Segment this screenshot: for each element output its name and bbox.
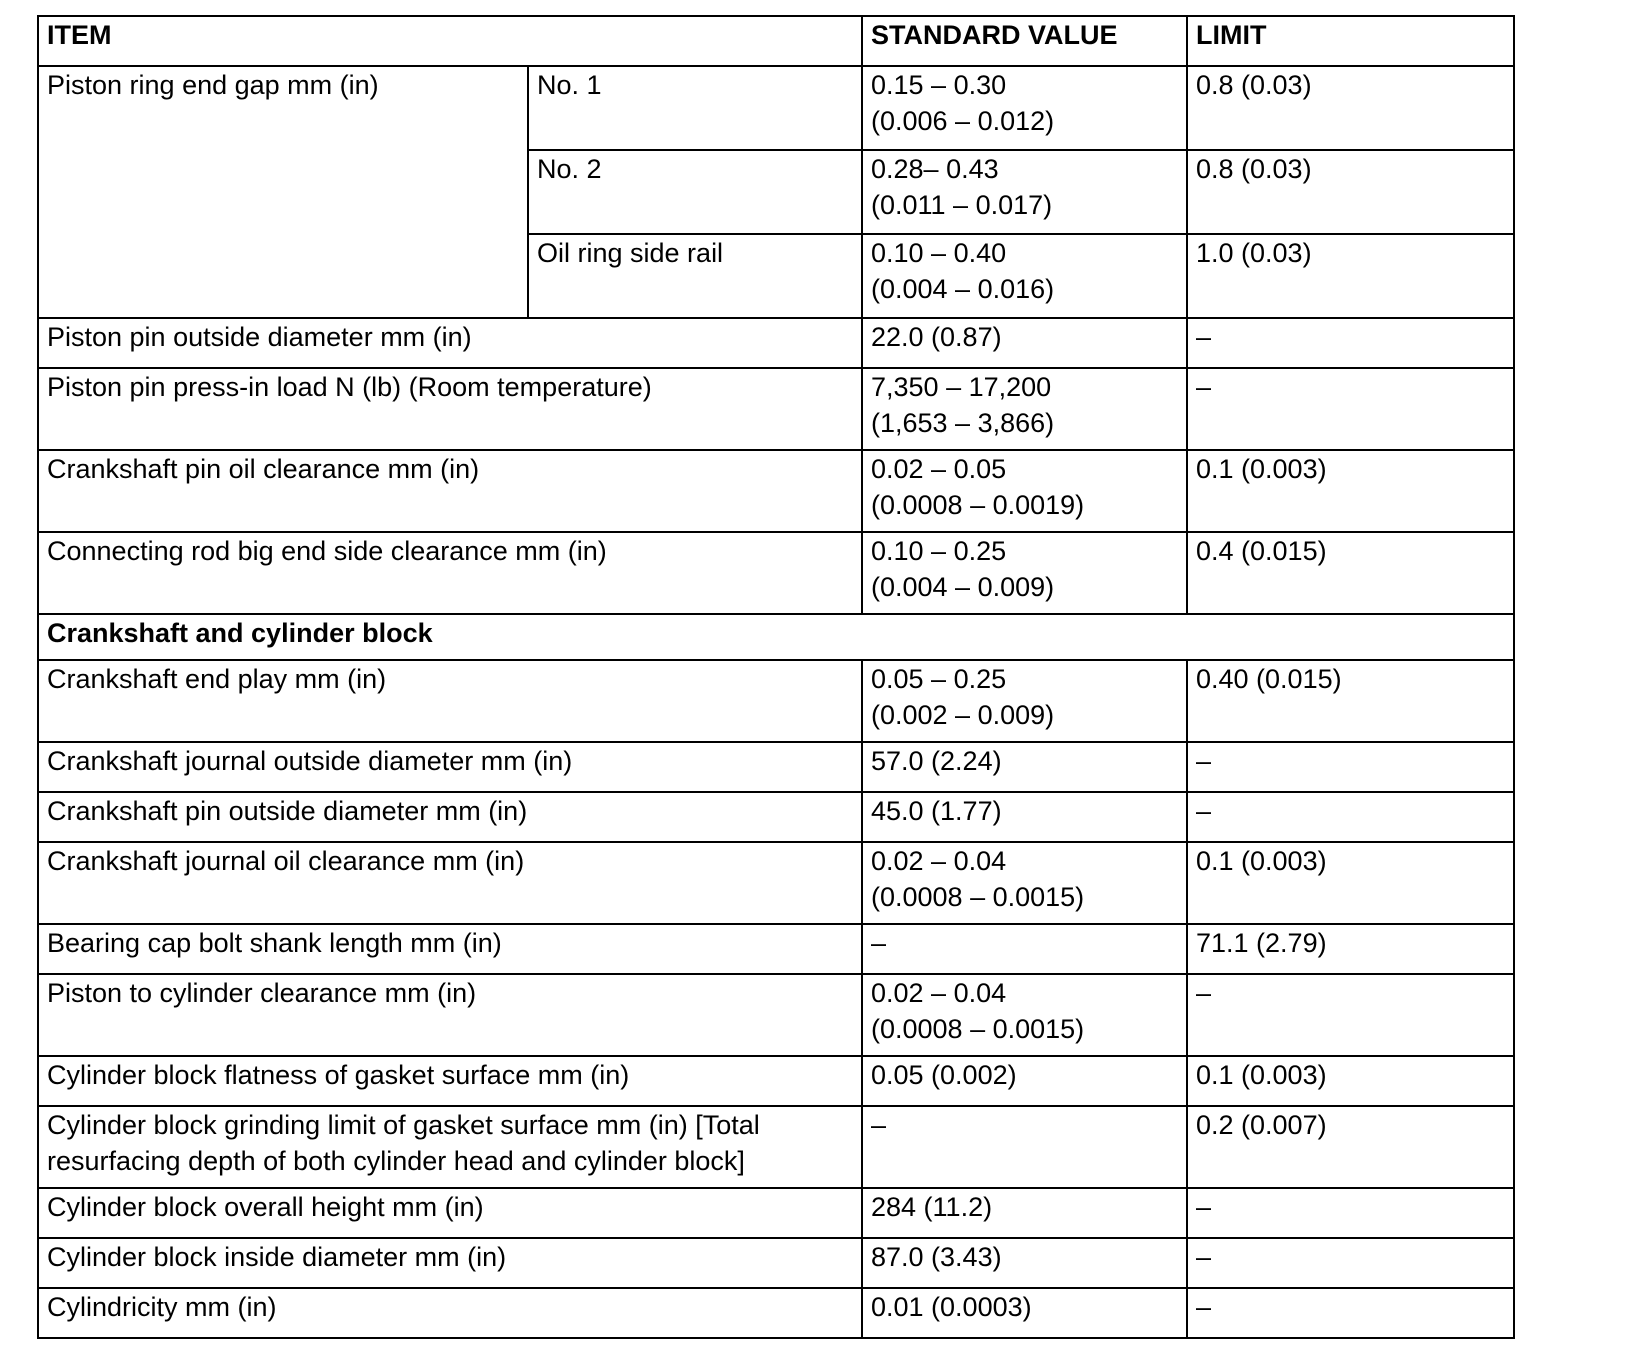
- item-cell: Cylinder block overall height mm (in): [38, 1188, 862, 1238]
- item-cell: Piston pin press-in load N (lb) (Room temperature): [38, 368, 862, 450]
- standard-value-cell: 0.05 – 0.25 (0.002 – 0.009): [862, 660, 1187, 742]
- table-row: [38, 792, 1514, 842]
- table-row: [38, 318, 1514, 368]
- limit-cell: –: [1187, 1288, 1514, 1338]
- limit-cell: 71.1 (2.79): [1187, 924, 1514, 974]
- spec-table: [37, 15, 1515, 1339]
- table-row: [38, 532, 1514, 614]
- standard-value-cell: 0.10 – 0.40 (0.004 – 0.016): [862, 234, 1187, 318]
- limit-cell: 0.40 (0.015): [1187, 660, 1514, 742]
- standard-value-cell: 0.01 (0.0003): [862, 1288, 1187, 1338]
- standard-value-cell: 57.0 (2.24): [862, 742, 1187, 792]
- table-row: [38, 742, 1514, 792]
- item-cell: Piston ring end gap mm (in): [38, 66, 528, 318]
- table-row: [38, 1106, 1514, 1188]
- limit-cell: 0.1 (0.003): [1187, 1056, 1514, 1106]
- table-row: [38, 660, 1514, 742]
- item-cell: Connecting rod big end side clearance mm (in): [38, 532, 862, 614]
- sub-item-cell: Oil ring side rail: [528, 234, 862, 318]
- table-row: [38, 368, 1514, 450]
- header-row: [38, 16, 1514, 66]
- item-cell: Cylinder block grinding limit of gasket surface mm (in) [Total resurfacing depth of both cylinder head and cylinder block]: [38, 1106, 862, 1188]
- limit-cell: 0.1 (0.003): [1187, 842, 1514, 924]
- table-row: [38, 450, 1514, 532]
- table-row: [38, 1056, 1514, 1106]
- standard-value-cell: 0.02 – 0.05 (0.0008 – 0.0019): [862, 450, 1187, 532]
- section-title: Crankshaft and cylinder block: [38, 614, 1514, 660]
- item-cell: Piston to cylinder clearance mm (in): [38, 974, 862, 1056]
- standard-value-cell: 22.0 (0.87): [862, 318, 1187, 368]
- standard-value-cell: 0.02 – 0.04 (0.0008 – 0.0015): [862, 842, 1187, 924]
- standard-value-cell: –: [862, 1106, 1187, 1188]
- standard-value-cell: 45.0 (1.77): [862, 792, 1187, 842]
- limit-cell: 0.4 (0.015): [1187, 532, 1514, 614]
- table-row: [38, 974, 1514, 1056]
- limit-cell: 0.8 (0.03): [1187, 66, 1514, 150]
- limit-cell: –: [1187, 974, 1514, 1056]
- standard-value-cell: –: [862, 924, 1187, 974]
- limit-cell: 1.0 (0.03): [1187, 234, 1514, 318]
- table-row: [38, 66, 1514, 150]
- item-cell: Cylindricity mm (in): [38, 1288, 862, 1338]
- limit-cell: –: [1187, 742, 1514, 792]
- table-row: [38, 924, 1514, 974]
- sub-item-cell: No. 2: [528, 150, 862, 234]
- header-item: ITEM: [38, 16, 862, 66]
- limit-cell: –: [1187, 1188, 1514, 1238]
- limit-cell: –: [1187, 792, 1514, 842]
- section-row: [38, 614, 1514, 660]
- table-row: [38, 842, 1514, 924]
- item-cell: Crankshaft pin oil clearance mm (in): [38, 450, 862, 532]
- standard-value-cell: 87.0 (3.43): [862, 1238, 1187, 1288]
- standard-value-cell: 7,350 – 17,200 (1,653 – 3,866): [862, 368, 1187, 450]
- table-row: [38, 1238, 1514, 1288]
- item-cell: Cylinder block flatness of gasket surface mm (in): [38, 1056, 862, 1106]
- table-row: [38, 1188, 1514, 1238]
- sub-item-cell: No. 1: [528, 66, 862, 150]
- item-cell: Cylinder block inside diameter mm (in): [38, 1238, 862, 1288]
- limit-cell: –: [1187, 318, 1514, 368]
- standard-value-cell: 0.28– 0.43 (0.011 – 0.017): [862, 150, 1187, 234]
- standard-value-cell: 0.15 – 0.30 (0.006 – 0.012): [862, 66, 1187, 150]
- limit-cell: –: [1187, 1238, 1514, 1288]
- table-row: [38, 1288, 1514, 1338]
- item-cell: Crankshaft journal outside diameter mm (in): [38, 742, 862, 792]
- limit-cell: 0.1 (0.003): [1187, 450, 1514, 532]
- limit-cell: 0.2 (0.007): [1187, 1106, 1514, 1188]
- item-cell: Crankshaft journal oil clearance mm (in): [38, 842, 862, 924]
- header-limit: LIMIT: [1187, 16, 1514, 66]
- item-cell: Crankshaft end play mm (in): [38, 660, 862, 742]
- standard-value-cell: 284 (11.2): [862, 1188, 1187, 1238]
- item-cell: Piston pin outside diameter mm (in): [38, 318, 862, 368]
- limit-cell: –: [1187, 368, 1514, 450]
- item-cell: Bearing cap bolt shank length mm (in): [38, 924, 862, 974]
- item-cell: Crankshaft pin outside diameter mm (in): [38, 792, 862, 842]
- standard-value-cell: 0.10 – 0.25 (0.004 – 0.009): [862, 532, 1187, 614]
- header-standard-value: STANDARD VALUE: [862, 16, 1187, 66]
- standard-value-cell: 0.02 – 0.04 (0.0008 – 0.0015): [862, 974, 1187, 1056]
- limit-cell: 0.8 (0.03): [1187, 150, 1514, 234]
- standard-value-cell: 0.05 (0.002): [862, 1056, 1187, 1106]
